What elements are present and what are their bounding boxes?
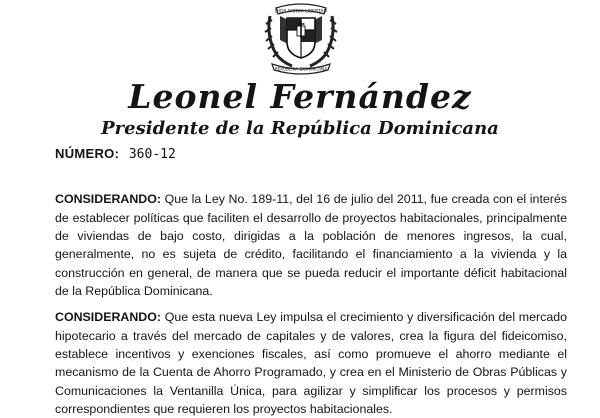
coat-of-arms-icon: [262, 2, 340, 76]
considerando-paragraph-2: [55, 308, 567, 418]
paragraph-text: Que la Ley No. 189-11, del 16 de julio del 2011, fue creada con el interés de establecer políticas que faciliten el desarrollo de proyectos habitacionales, principalmente de viviendas de bajo costo, dirigidas a la población de menores ingresos, la cual, generalmente, no es sujeta de crédito, facilitando el financiamiento a la vivienda y la construcción en general, de manera que se pueda reducir el importante déficit habitacional de la República Dominicana.: [55, 192, 567, 298]
decree-number: [55, 145, 176, 164]
crest-motto-top: DIOS PATRIA LIBERTAD: [274, 9, 328, 15]
paragraph-lead: CONSIDERANDO:: [55, 192, 162, 207]
paragraph-text: Que esta nueva Ley impulsa el crecimiento y diversificación del mercado hipotecario a través del mercado de capitales y de valores, crea la figura del fideicomiso, establece incentivos y exenciones fiscales, así como promueve el ahorro mediante el mecanismo de la Cuenta de Ahorro Programado, y crea en el Ministerio de Obras Públicas y Comunicaciones la Ventanilla Única, para agilizar y simplificar los procesos y permisos correspondientes que requieren los proyectos habitacionales.: [55, 310, 567, 416]
decree-number-label: NÚMERO:: [55, 146, 120, 161]
author-role: Presidente de la República Dominicana: [101, 118, 499, 139]
crest-motto-bottom: REPÚBLICA DOMINICANA: [274, 66, 328, 72]
considerando-paragraph-1: [55, 190, 567, 300]
decree-number-value: 360-12: [128, 147, 176, 162]
author-name: Leonel Fernández: [128, 77, 472, 116]
paragraph-lead: CONSIDERANDO:: [55, 310, 162, 325]
